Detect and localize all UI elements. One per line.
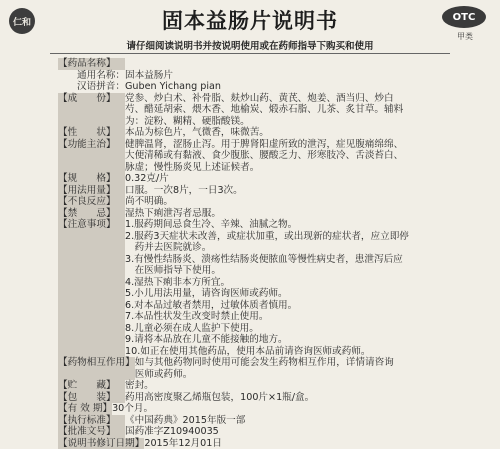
section-label: 【包 装】	[58, 392, 125, 404]
section-value	[112, 403, 448, 415]
brand-logo: 仁和	[9, 8, 35, 34]
leaflet-body	[58, 58, 448, 449]
section-label: 通用名称：	[58, 70, 125, 82]
section-text-line: 3.有慢性结肠炎、溃疡性结肠炎便脓血等慢性病史者，患泄泻后应	[125, 254, 448, 266]
section-text-line: 5.小儿用法用量，请咨询医师或药师。	[125, 288, 448, 300]
section-row	[58, 219, 448, 357]
section-text-line: Guben Yichang pian	[125, 81, 448, 93]
section-text-line: 脉虚；慢性肠炎见上述证候者。	[125, 162, 448, 174]
section-row	[58, 357, 448, 380]
section-label: 【注意事项】	[58, 219, 125, 357]
section-value	[125, 185, 448, 197]
section-label: 【执行标准】	[58, 415, 125, 427]
section-row	[58, 58, 448, 70]
section-label: 汉语拼音：	[58, 81, 125, 93]
section-value	[125, 415, 448, 427]
section-value	[125, 81, 448, 93]
section-text-line: 健脾温肾，涩肠止泻。用于脾肾阳虚所致的泄泻，症见腹痛绵绵、	[125, 139, 448, 151]
otc-category: 甲类	[457, 31, 473, 42]
section-row	[58, 196, 448, 208]
section-text-line: 2015年12月01日	[144, 438, 448, 449]
section-row	[58, 403, 448, 415]
section-row	[58, 173, 448, 185]
section-text-line: 《中国药典》2015年版一部	[125, 415, 448, 427]
section-label: 【说明书修订日期】	[58, 438, 144, 449]
section-row	[58, 185, 448, 197]
section-text-line: 7.本品性状发生改变时禁止使用。	[125, 311, 448, 323]
document-title: 固本益肠片说明书	[0, 5, 500, 35]
section-row	[58, 392, 448, 404]
section-text-line: 6.对本品过敏者禁用，过敏体质者慎用。	[125, 300, 448, 312]
section-value	[125, 70, 448, 82]
section-text-line: 国药准字Z10940035	[125, 426, 448, 438]
document-subtitle: 请仔细阅读说明书并按说明使用或在药师指导下购买和使用	[0, 38, 500, 52]
section-text-line: 尚不明确。	[125, 196, 448, 208]
section-value	[125, 93, 448, 128]
section-label: 【有 效 期】	[58, 403, 112, 415]
section-label: 【规 格】	[58, 173, 125, 185]
section-text-line: 固本益肠片	[125, 70, 448, 82]
section-text-line: 党参、炒白术、补骨脂、麸炒山药、黄芪、炮姜、酒当归、炒白	[125, 93, 448, 105]
section-label: 【用法用量】	[58, 185, 125, 197]
section-text-line: 在医师指导下使用。	[125, 265, 448, 277]
section-label: 【批准文号】	[58, 426, 125, 438]
section-row	[58, 415, 448, 427]
section-text-line: 大便清稀或有黏液、食少腹胀、腰酸乏力、形寒肢冷、舌淡苔白、	[125, 150, 448, 162]
section-label: 【贮 藏】	[58, 380, 125, 392]
section-text-line: 密封。	[125, 380, 448, 392]
section-row	[58, 139, 448, 174]
section-row	[58, 70, 448, 82]
section-value	[125, 426, 448, 438]
section-text-line: 湿热下痢泄泻者忌服。	[125, 208, 448, 220]
section-text-line: 10.如正在使用其他药品，使用本品前请咨询医师或药师。	[125, 346, 448, 358]
section-label: 【不良反应】	[58, 196, 125, 208]
section-value	[125, 58, 448, 70]
section-text-line: 8.儿童必须在成人监护下使用。	[125, 323, 448, 335]
section-text-line: 1.服药期间忌食生冷、辛辣、油腻之物。	[125, 219, 448, 231]
section-text-line: 药用高密度聚乙烯瓶包装，100片×1瓶/盒。	[125, 392, 448, 404]
section-label: 【禁 忌】	[58, 208, 125, 220]
section-text-line: 医师或药师。	[135, 369, 448, 381]
section-label: 【功能主治】	[58, 139, 125, 174]
section-text-line: 30个月。	[112, 403, 448, 415]
section-value	[125, 208, 448, 220]
section-value	[125, 196, 448, 208]
section-text-line: 如与其他药物同时使用可能会发生药物相互作用，详情请咨询	[135, 357, 448, 369]
section-text-line: 2.服药3天症状未改善，或症状加重，或出现新的症状者，应立即停	[125, 231, 448, 243]
section-text-line: 药并去医院就诊。	[125, 242, 448, 254]
section-label: 【性 状】	[58, 127, 125, 139]
section-row	[58, 127, 448, 139]
title-divider	[50, 53, 450, 54]
section-value	[144, 438, 448, 449]
section-label: 【药物相互作用】	[58, 357, 135, 380]
section-value	[125, 219, 448, 357]
section-row	[58, 380, 448, 392]
section-text-line: 9.请将本品放在儿童不能接触的地方。	[125, 334, 448, 346]
section-text-line: 口服。一次8片，一日3次。	[125, 185, 448, 197]
section-text-line: 为：淀粉、糊精、硬脂酸镁。	[125, 116, 448, 128]
section-row	[58, 93, 448, 128]
section-value	[125, 392, 448, 404]
section-text-line: 0.32克/片	[125, 173, 448, 185]
otc-badge: OTC	[442, 6, 486, 28]
section-text-line: 芍、醋延胡索、煨木香、地榆炭、煅赤石脂、儿茶、炙甘草。辅料	[125, 104, 448, 116]
section-row	[58, 208, 448, 220]
section-label: 【药品名称】	[58, 58, 125, 70]
section-value	[125, 127, 448, 139]
section-row	[58, 438, 448, 449]
section-value	[135, 357, 448, 380]
section-label: 【成 份】	[58, 93, 125, 128]
section-value	[125, 380, 448, 392]
section-text-line: 本品为棕色片，气微香，味微苦。	[125, 127, 448, 139]
section-row	[58, 81, 448, 93]
section-row	[58, 426, 448, 438]
section-value	[125, 139, 448, 174]
section-text-line: 4.湿热下痢非本方所宜。	[125, 277, 448, 289]
section-value	[125, 173, 448, 185]
